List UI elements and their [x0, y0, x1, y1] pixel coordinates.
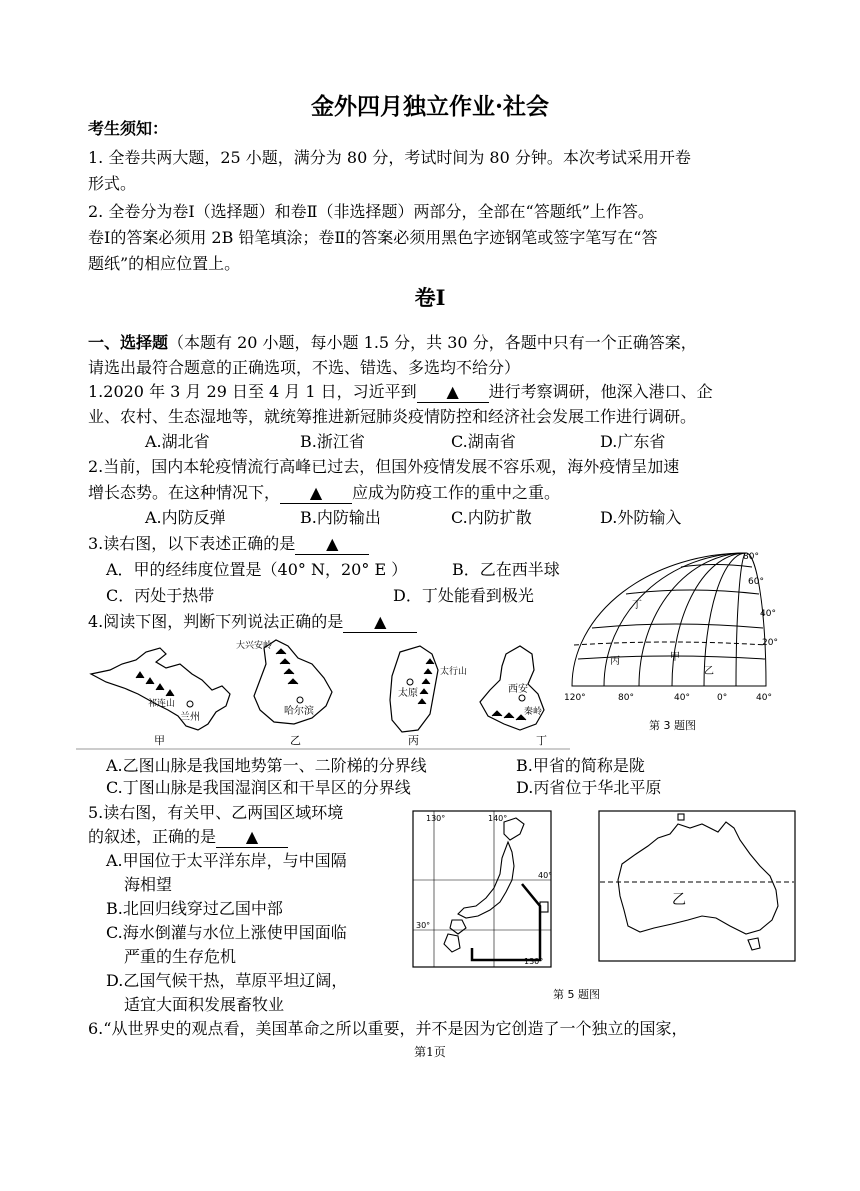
q5-option-c: C.海水倒灌与水位上涨使甲国面临	[106, 923, 347, 942]
q5-stem-1: 5.读右图，有关甲、乙两国区域环境	[88, 803, 344, 822]
q4-option-d: D.丙省位于华北平原	[516, 778, 662, 797]
lon-140-label: 140°	[488, 814, 508, 823]
part1-desc: （本题有 20 小题，每小题 1.5 分，共 30 分，各题中只有一个正确答案，	[168, 333, 697, 352]
label-taihang: 太行山	[440, 667, 468, 677]
q1-line1	[88, 380, 713, 404]
part1-intro	[88, 331, 697, 355]
q3-option-d: D．丁处能看到极光	[393, 586, 534, 605]
label-qilian: 祁连山	[148, 699, 176, 709]
lat-80-label: 80°	[743, 552, 759, 562]
lon-40-label: 40°	[674, 693, 690, 703]
label-jia: 甲	[670, 652, 680, 663]
q5-option-d-cont: 适宜大面积发展畜牧业	[124, 995, 285, 1014]
page-footer: 第1页	[414, 1045, 446, 1059]
lon-120-label: 120°	[564, 693, 586, 703]
part1-heading: 一、选择题	[88, 333, 169, 352]
lat-40-label: 40°	[760, 609, 776, 619]
notice-heading: 考生须知：	[88, 119, 169, 138]
q5-stem-2: 的叙述，正确的是	[88, 827, 217, 846]
q2-option-a: A.内防反弹	[145, 508, 226, 527]
q4-stem-line	[88, 610, 417, 634]
label-ding: 丁	[536, 734, 547, 747]
notice-line: 1. 全卷共两大题，25 小题，满分为 80 分，考试时间为 80 分钟。本次考试采用开卷	[88, 148, 691, 167]
label-daxinganling: 大兴安岭	[236, 641, 273, 651]
q1-option-a: A.湖北省	[145, 432, 210, 451]
label-bing: 丙	[610, 656, 620, 667]
lat-20-label: 20°	[762, 638, 778, 648]
label-qinling: 秦岭	[524, 707, 543, 717]
label-harbin: 哈尔滨	[284, 706, 314, 717]
q1-stem: 1.2020 年 3 月 29 日至 4 月 1 日，习近平到	[88, 382, 417, 401]
q5-option-c-cont: 严重的生存危机	[124, 947, 237, 966]
q1-line2: 业、农村、生态湿地等，就统筹推进新冠肺炎疫情防控和经济社会发展工作进行调研。	[88, 407, 697, 426]
lon-130-label: 130°	[426, 814, 446, 823]
q1-option-d: D.广东省	[600, 432, 666, 451]
q5-option-a: A.甲国位于太平洋东岸，与中国隔	[106, 851, 347, 870]
q1-option-c: C.湖南省	[451, 432, 516, 451]
label-yi: 乙	[672, 892, 686, 908]
label-yi: 乙	[290, 734, 301, 747]
figure-5-australia-map	[598, 810, 796, 962]
lon-0-label: 0°	[717, 693, 728, 703]
answer-blank: ▲	[280, 483, 352, 504]
label-xian: 西安	[508, 684, 528, 695]
q2-option-c: C.内防扩散	[451, 508, 532, 527]
q3-option-b: B．乙在西半球	[452, 560, 560, 579]
notice-line: 2. 全卷分为卷Ⅰ（选择题）和卷Ⅱ（非选择题）两部分，全部在“答题纸”上作答。	[88, 202, 654, 221]
q4-stem: 4.阅读下图，判断下列说法正确的是	[88, 612, 344, 631]
q5-option-b: B.北回归线穿过乙国中部	[106, 899, 283, 918]
figure-3-caption: 第 3 题图	[649, 719, 696, 732]
figure-5-caption: 第 5 题图	[553, 988, 600, 1001]
q3-option-a: A．甲的经纬度位置是（40° N，20° E ）	[106, 560, 408, 579]
notice-line: 形式。	[88, 174, 137, 193]
lat-40-label: 40°	[538, 871, 552, 880]
section-title: 卷Ⅰ	[414, 285, 446, 310]
label-jia: 甲	[154, 734, 165, 747]
lon-130b-label: 130°	[524, 957, 544, 966]
q2-option-b: B.内防输出	[300, 508, 381, 527]
figure-4-province-maps	[76, 634, 570, 750]
q1-stem-cont: 进行考察调研，他深入港口、企	[488, 382, 713, 401]
label-bing: 丙	[408, 734, 419, 747]
q3-stem: 3.读右图，以下表述正确的是	[88, 534, 296, 553]
q4-option-b: B.甲省的简称是陇	[516, 756, 645, 775]
q2-line1: 2.当前，国内本轮疫情流行高峰已过去，但国外疫情发展不容乐观，海外疫情呈加速	[88, 457, 680, 476]
lon-80-label: 80°	[618, 693, 634, 703]
q1-option-b: B.浙江省	[300, 432, 365, 451]
figure-3-graticule-map	[564, 550, 778, 710]
lon-40e-label: 40°	[756, 693, 772, 703]
q2-line2	[88, 481, 560, 505]
label-lanzhou: 兰州	[180, 712, 200, 723]
answer-blank: ▲	[343, 612, 417, 633]
answer-blank: ▲	[295, 534, 369, 555]
part1-desc-2: 请选出最符合题意的正确选项，不选、错选、多选均不给分）	[88, 358, 521, 377]
q2-stem: 增长态势。在这种情况下，	[88, 483, 281, 502]
label-taiyuan: 太原	[398, 688, 418, 699]
lat-30-label: 30°	[416, 921, 431, 930]
notice-line: 卷Ⅰ的答案必须用 2B 铅笔填涂；卷Ⅱ的答案必须用黑色字迹钢笔或签字笔写在“答	[88, 228, 658, 247]
lat-60-label: 60°	[748, 577, 764, 587]
q6-line1: 6.“从世界史的观点看，美国革命之所以重要，并不是因为它创造了一个独立的国家，	[88, 1019, 688, 1038]
q5-option-d: D.乙国气候干热，草原平坦辽阔，	[106, 971, 348, 990]
q4-option-a: A.乙图山脉是我国地势第一、二阶梯的分界线	[106, 756, 427, 775]
notice-line: 题纸”的相应位置上。	[88, 254, 241, 273]
page-title: 金外四月独立作业·社会	[310, 93, 549, 120]
q2-option-d: D.外防输入	[600, 508, 682, 527]
answer-blank: ▲	[216, 827, 288, 848]
figure-5-japan-map	[412, 810, 552, 968]
q3-stem-line	[88, 532, 369, 556]
q5-stem-line2	[88, 825, 288, 849]
label-ding: 丁	[632, 600, 642, 611]
q5-option-a-cont: 海相望	[124, 875, 173, 894]
q3-option-c: C．丙处于热带	[106, 586, 215, 605]
label-yi: 乙	[704, 666, 714, 677]
answer-blank: ▲	[417, 382, 489, 403]
q2-stem-cont: 应成为防疫工作的重中之重。	[352, 483, 561, 502]
q4-option-c: C.丁图山脉是我国湿润区和干旱区的分界线	[106, 778, 411, 797]
